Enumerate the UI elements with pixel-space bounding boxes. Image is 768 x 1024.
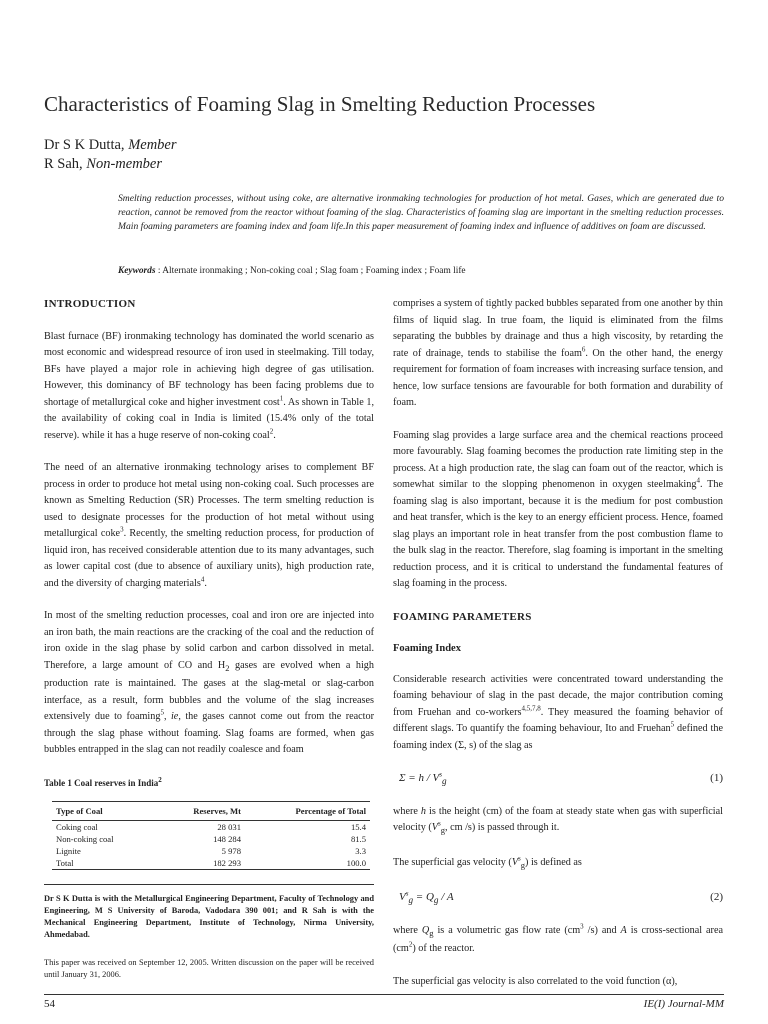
table-cell: 5 978 [221,846,242,857]
author-2 [44,155,177,174]
right-paragraph-1: comprises a system of tightly packed bubbles separated from one another by thin films of liquid slag. In true foam, the liquid is eliminated from the films separating the bubbles by drainage and thus a high viscosity, by retarding the rate of drainage, tends to stabilise the foam$^6$. On the other hand, the energy requirement for formation of foam increases with increasing surface tension, and hence, low surface tensions are favourable for both formation and durability of foam. [393,298,723,408]
table-cell: Total [52,857,156,870]
author-affiliation-footnote: Dr S K Dutta is with the Metallurgical Engineering Department, Faculty of Technology and Engineering, M S University of Baroda, Vadodara 390 001; and R Sah is with the Mechanical Engineering Department, Institute of Technology, Nirma University, Ahmedabad. [44,894,374,940]
left-column [44,296,374,997]
author-list [44,136,177,174]
table-row [52,833,370,845]
equation-1: $\Sigma = h / V^s_g$ (1) [393,770,723,790]
table-header: Reserves, Mt [156,802,245,821]
keywords-text: : Alternate ironmaking ; Non-coking coal ; Slag foam ; Foaming index ; Foam life [157,266,466,276]
intro-paragraph-3: In most of the smelting reduction processes, coal and iron ore are injected into an iron bath, the main reactions are the cracking of the coal and the reduction of iron oxide in the slag phase by solid carbon and carbon dissolved in metal. Therefore, a large amount of CO and $H_2$ gases are evolved when a high production rate is maintained. The gases at the slag-metal or slag-carbon interface, as a result, form bubbles and the volume of the slag increases extensively due to foaming$^5$, ie, the gases cannot come out from the reactor through the slag phase without foaming. Slag foams are formed, when gas bubbles entrapped in the slag can not readily coalesce and foam [44,610,374,756]
table-header: Percentage of Total [245,802,370,821]
table-cell: 81.5 [350,834,366,845]
right-paragraph-3: Considerable research activities were concentrated toward understanding the foaming behaviour of slag in the past decade, the major contribution coming from Fruehan and co-workers$^{4,5,7,8}$. They measured the foaming behavior of different slags. To quantify the foaming behaviour, Ito and Fruehan$^5$ defined the foaming index (Σ, s) of the slag as [393,673,723,751]
table-row [52,821,370,834]
table-cell: Coking coal [56,822,98,833]
table-cell: Lignite [56,846,81,857]
table-header-row [52,802,370,821]
footer-divider [44,994,724,995]
page-number: 54 [44,998,55,1010]
received-footnote: This paper was received on September 12, 2005. Written discussion on the paper will be received until January 31, 2006. [44,958,374,980]
author-name: Dr S K Dutta, [44,137,129,153]
author-role: Member [128,137,177,153]
right-paragraph-2: Foaming slag provides a large surface area and the chemical reactions proceed more favourably. Slag foaming becomes the production rate limiting step in the process. At a high production rate, the slag can foam out of the reactor, which is somewhat similar to the slopping phenomenon in oxygen steelmaking$^4$. The foaming slag is also important, because it is the medium for post combustion and heat transfer, which is the key to an energy efficient process. Hence, foamed slag plays an important role in heat transfer from the post combustion flame to the bulk slag in the reactor. Therefore, slag foaming is important in the smelting reduction process, and it is critical to understand the fundamental features of slag foaming in the process. [393,429,723,589]
table-cell: 28 031 [217,822,242,833]
section-heading-foaming-parameters: FOAMING PARAMETERS [393,610,532,623]
table-cell: 100.0 [245,857,370,870]
right-paragraph-5: The superficial gas velocity $(V^s_g)$ is defined as [393,854,582,870]
paper-title: Characteristics of Foaming Slag in Smelting Reduction Processes [44,92,596,116]
keywords [118,266,724,276]
equation-2: $V^s_g = Q_g / A$ (2) [393,889,723,909]
section-heading-introduction: INTRODUCTION [44,298,136,310]
table-row [52,857,370,870]
intro-paragraph-2: The need of an alternative ironmaking technology arises to complement BF process in order to produce hot metal using non-coking coal. Such processes are known as Smelting Reduction (SR) Processes. The term smelting reduction is used to designate processes for the production of hot metal without using metallurgical coke$^3$. Recently, the smelting reduction process, for production of liquid iron, has received considerable attention due to its many advantages, such as lower capital cost (due to absence of auxiliary units), high production rate, and the diversity of charging materials$^4$. [44,462,374,589]
right-column [393,296,723,1006]
table-cell: 3.3 [355,846,366,857]
coal-reserves-table [52,801,370,870]
equation-number: (1) [710,772,723,784]
journal-name: IE(I) Journal-MM [643,998,724,1010]
footnote-divider [44,884,374,885]
table-row [52,845,370,857]
right-paragraph-6: where $Q_g$ is a volumetric gas flow rate ($cm^3$ /s) and A is cross-sectional area $(cm^2)$ of the reactor. [393,922,723,955]
table-cell: 15.4 [350,822,366,833]
keywords-label: Keywords [118,266,156,276]
table-cell: Non-coking coal [56,834,114,845]
subsection-heading-foaming-index: Foaming Index [393,643,461,654]
right-paragraph-4: where h is the height (cm) of the foam at steady state when gas with superficial velocity ($V^s_g$, cm /s) is passed through it. [393,805,723,836]
author-name: R Sah, [44,156,87,172]
table-cell: 182 293 [156,857,245,870]
right-paragraph-7: The superficial gas velocity is also correlated to the void function (α), [393,975,678,987]
intro-paragraph-1: Blast furnace (BF) ironmaking technology has dominated the world scenario as most economic and widespread resource of iron used in steelmaking. Till today, BFs have played a major role in achieving high degree of gas utilisation. However, this dominancy of BF technology has been facing problems due to shortage of metallurgical coke and higher investment cost$^1$. As shown in Table 1, the availability of coking coal in India is limited (15.4% only of the total reserve). while it has a huge reserve of non-coking coal$^2$. [44,330,374,441]
table-header: Type of Coal [52,802,156,821]
table-caption: Table 1 Coal reserves in India$^2$ [44,775,162,788]
author-1 [44,136,177,155]
table-cell: 148 284 [213,834,242,845]
author-role: Non-member [86,156,163,172]
equation-number: (2) [710,891,723,904]
abstract: Smelting reduction processes, without using coke, are alternative ironmaking technologies for production of hot metal. Gases, which are generated due to reaction, cannot be removed from the reactor without foaming of the slag. Characteristics of foaming slag are important in the smelting reduction processes. Main foaming parameters are foaming index and foam life.In this paper measurement of foaming index and influence of additives on foam are discussed. [118,193,724,232]
